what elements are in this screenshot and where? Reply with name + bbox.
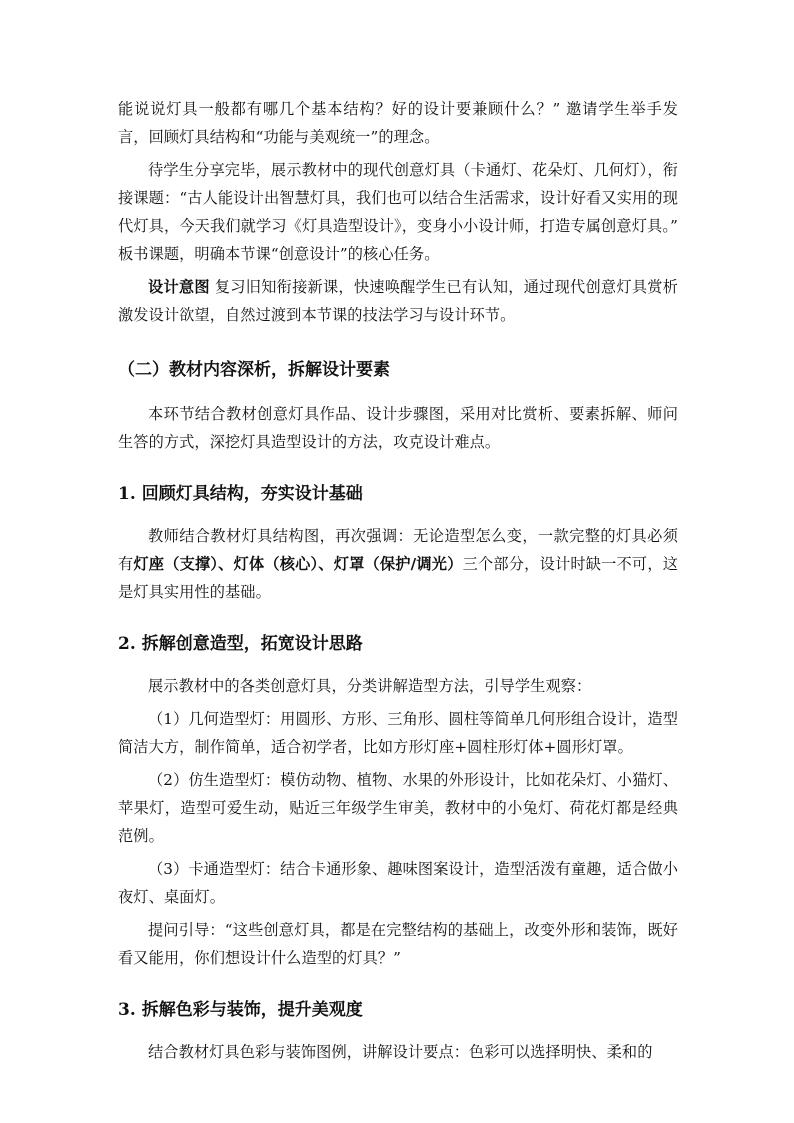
section-2-intro: 本环节结合教材创意灯具作品、设计步骤图，采用对比赏析、要素拆解、师问生答的方式，深挖灯具造型设计的方法，攻克设计难点。 (118, 405, 678, 451)
shape-item-bionic: （2）仿生造型灯：模仿动物、植物、水果的外形设计，比如花朵灯、小猫灯、苹果灯，造型可爱生动，贴近三年级学生审美，教材中的小兔灯、荷花灯都是经典范例。 (118, 771, 678, 845)
page-content (118, 95, 678, 1066)
color-intro: 结合教材灯具色彩与装饰图例，讲解设计要点：色彩可以选择明快、柔和的 (148, 1043, 653, 1061)
subheading-2-title: 拆解创意造型，拓宽设计思路 (141, 634, 363, 654)
shape-item-cartoon: （3）卡通造型灯：结合卡通形象、趣味图案设计，造型活泼有童趣，适合做小夜灯、桌面灯。 (118, 860, 678, 906)
shape-intro: 展示教材中的各类创意灯具，分类讲解造型方法，引导学生观察： (148, 677, 592, 695)
paragraph-intro-tail: 能说说灯具一般都有哪几个基本结构？好的设计要兼顾什么？” 邀请学生举手发言，回顾灯具结构和“功能与美观统一”的理念。 (118, 100, 678, 146)
subheading-3 (118, 996, 678, 1024)
structure-parts-bold: 灯座（支撑）、灯体（核心）、灯罩（保护/调光） (133, 555, 463, 573)
structure-text-b: 三个部分，设计时缺一不可，这是灯具实用性的基础。 (118, 555, 679, 601)
subheading-1-number: 1. (118, 484, 136, 504)
subheading-2 (118, 630, 678, 658)
subheading-2-number: 2. (118, 634, 136, 654)
subheading-1 (118, 480, 678, 508)
paragraph-design-intent (118, 273, 678, 329)
structure-paragraph (118, 522, 678, 606)
subheading-3-title: 拆解色彩与装饰，提升美观度 (141, 1000, 363, 1020)
section-heading-2: （二）教材内容深析，拆解设计要素 (118, 360, 390, 380)
subheading-3-number: 3. (118, 1000, 136, 1020)
structure-text-a: 教师结合教材灯具结构图，再次强调：无论造型怎么变，一款完整的灯具必须有 (118, 527, 678, 573)
paragraph-showcase: 待学生分享完毕，展示教材中的现代创意灯具（卡通灯、花朵灯、几何灯），衔接课题：“古人能设计出智慧灯具，我们也可以结合生活需求，设计好看又实用的现代灯具，今天我们就学习《灯具造型设计》，变身小小设计师，打造专属创意灯具。” 板书课题，明确本节课“创意设计”的核心任务。 (118, 161, 678, 263)
shape-item-geometric: （1）几何造型灯：用圆形、方形、三角形、圆柱等简单几何形组合设计，造型简洁大方，制作简单，适合初学者，比如方形灯座+圆柱形灯体+圆形灯罩。 (118, 710, 678, 756)
question-prompt: 提问引导：“这些创意灯具，都是在完整结构的基础上，改变外形和装饰，既好看又能用，你们想设计什么造型的灯具？” (118, 921, 678, 967)
subheading-1-title: 回顾灯具结构，夯实设计基础 (141, 484, 363, 504)
design-intent-label: 设计意图 (148, 278, 210, 296)
design-intent-text: 复习旧知衔接新课，快速唤醒学生已有认知，通过现代创意灯具赏析激发设计欲望，自然过渡到本节课的技法学习与设计环节。 (118, 278, 678, 324)
